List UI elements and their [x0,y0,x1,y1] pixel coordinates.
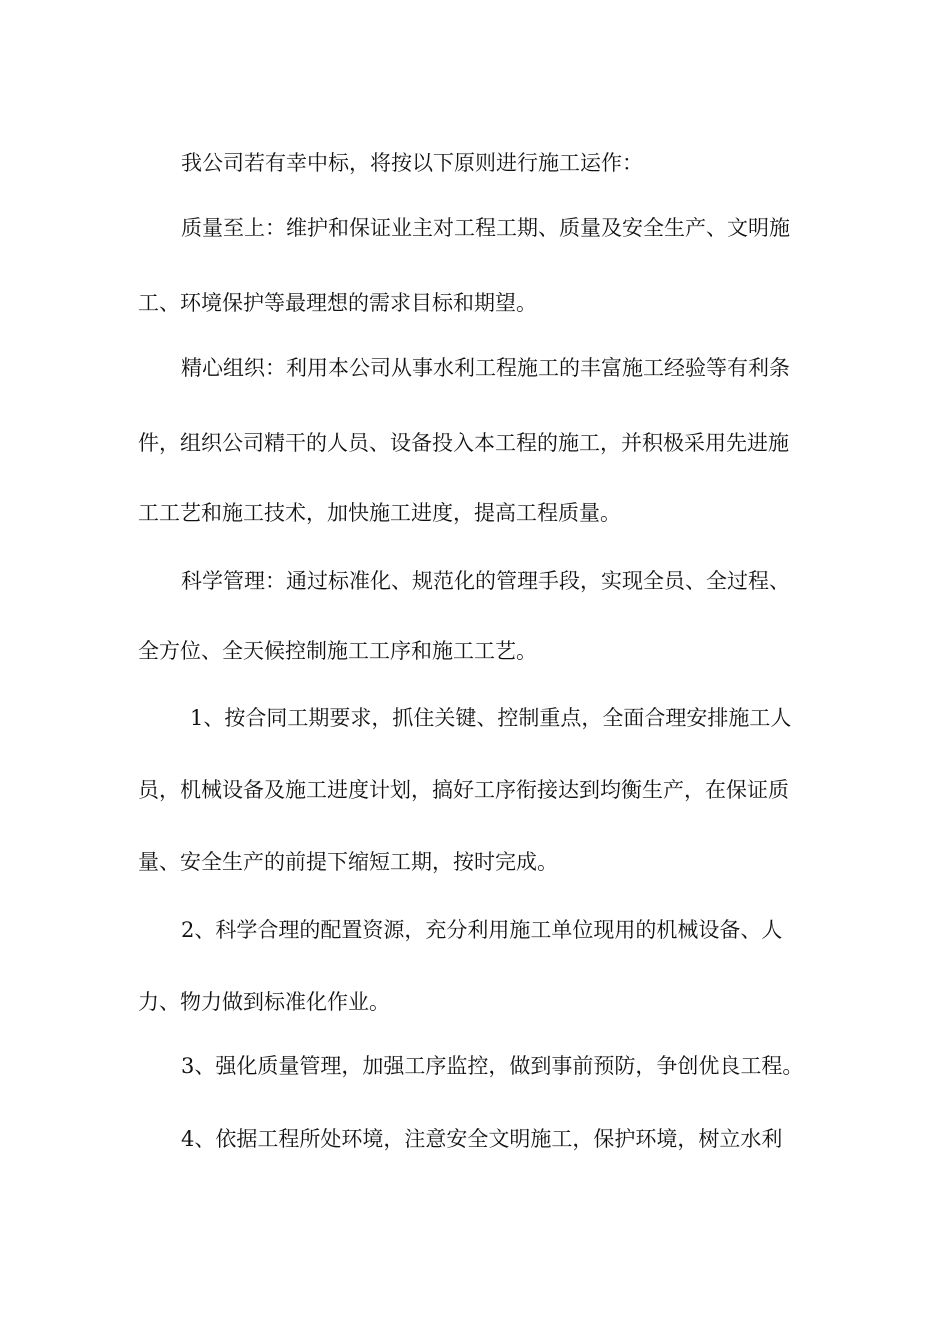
list-item-2-line-1: 2、科学合理的配置资源，充分利用施工单位现用的机械设备、人 [181,918,783,942]
paragraph-organization-line-1: 精心组织：利用本公司从事水利工程施工的丰富施工经验等有利条 [181,356,790,380]
paragraph-intro: 我公司若有幸中标，将按以下原则进行施工运作： [181,151,643,175]
paragraph-quality-line-1: 质量至上：维护和保证业主对工程工期、质量及安全生产、文明施 [181,216,790,240]
list-item-1-line-3: 量、安全生产的前提下缩短工期，按时完成。 [138,850,558,874]
list-item-4-line-1: 4、依据工程所处环境，注意安全文明施工，保护环境，树立水利 [181,1127,783,1151]
paragraph-management-line-2: 全方位、全天候控制施工工序和施工工艺。 [138,639,537,663]
list-item-1-line-2: 员，机械设备及施工进度计划，搞好工序衔接达到均衡生产，在保证质 [138,778,789,802]
paragraph-management-line-1: 科学管理：通过标准化、规范化的管理手段，实现全员、全过程、 [181,569,790,593]
list-item-3: 3、强化质量管理，加强工序监控，做到事前预防，争创优良工程。 [181,1054,804,1078]
paragraph-quality-line-2: 工、环境保护等最理想的需求目标和期望。 [138,291,537,315]
paragraph-organization-line-2: 件，组织公司精干的人员、设备投入本工程的施工，并积极采用先进施 [138,431,789,455]
list-item-2-line-2: 力、物力做到标准化作业。 [138,990,390,1014]
paragraph-organization-line-3: 工工艺和施工技术，加快施工进度，提高工程质量。 [138,501,621,525]
list-item-1-line-1: 1、按合同工期要求，抓住关键、控制重点，全面合理安排施工人 [190,706,792,730]
